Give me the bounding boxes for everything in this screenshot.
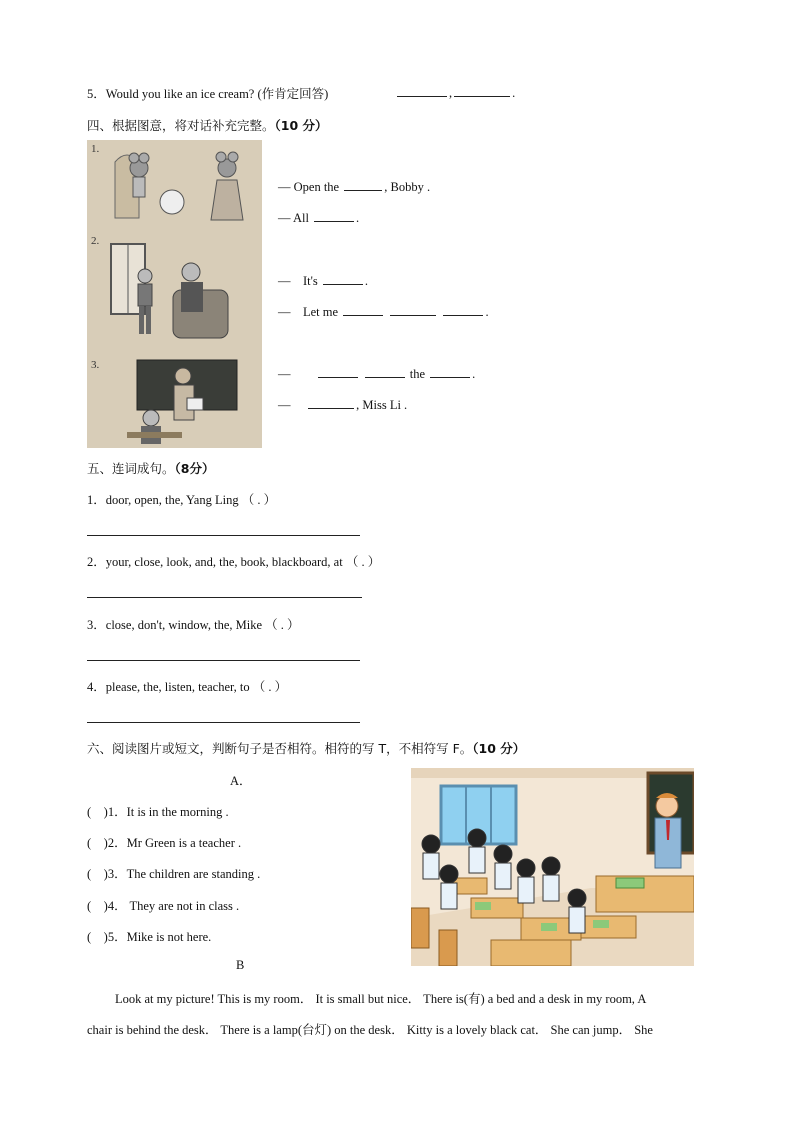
scene-number: 3. — [91, 359, 100, 371]
answer-line[interactable] — [87, 535, 360, 536]
answer-line[interactable] — [87, 660, 360, 661]
answer-blank[interactable] — [318, 365, 358, 378]
answer-blank[interactable] — [430, 365, 470, 378]
answer-paren[interactable]: ( ) — [87, 836, 108, 850]
judge-item-5: ( )5．Mike is not here. — [87, 930, 212, 944]
answer-blank[interactable] — [344, 178, 382, 191]
answer-paren[interactable]: ( ) — [87, 867, 108, 881]
question-5 — [87, 84, 328, 102]
answer-paren[interactable]: ( ) — [87, 930, 108, 944]
answer-blank[interactable] — [397, 84, 447, 97]
dialogue-3b: — , Miss Li . — [278, 398, 408, 412]
answer-blanks: , . — [395, 84, 515, 101]
cartoon-scenes-image — [87, 140, 262, 448]
answer-paren[interactable]: ( ) — [87, 899, 108, 913]
answer-blank[interactable] — [323, 272, 363, 285]
answer-paren[interactable]: ( ) — [87, 805, 108, 819]
part-b-label: B — [236, 958, 245, 972]
answer-blank[interactable] — [390, 303, 436, 316]
dialogue-1a: — Open the , Bobby . — [278, 180, 431, 194]
judge-item-1: ( )1．It is in the morning . — [87, 805, 229, 819]
section-6-title: 六、阅读图片或短文，判断句子是否相符。相符的写 T，不相符写 F。（10 分） — [87, 741, 526, 756]
passage-line-2: chair is behind the desk． There is a lamp(台灯) on the desk． Kitty is a lovely black cat． She can jump． She — [87, 1023, 653, 1037]
answer-line[interactable] — [87, 597, 362, 598]
reorder-item-2: 2．your, close, look, and, the, book, blackboard, at （ . ） — [87, 555, 381, 569]
answer-blank[interactable] — [308, 396, 354, 409]
judge-item-4: ( )4． They are not in class . — [87, 899, 240, 913]
answer-blank[interactable] — [365, 365, 405, 378]
reorder-item-4: 4．please, the, listen, teacher, to （ . ） — [87, 680, 288, 694]
dialogue-1b: — All . — [278, 211, 360, 225]
answer-blank[interactable] — [454, 84, 510, 97]
judge-item-2: ( )2．Mr Green is a teacher . — [87, 836, 242, 850]
answer-blank[interactable] — [343, 303, 383, 316]
scene-number: 2. — [91, 235, 100, 247]
reorder-item-3: 3．close, don't, window, the, Mike （ . ） — [87, 618, 300, 632]
classroom-illustration — [411, 768, 694, 966]
question-number: 5． — [87, 87, 106, 101]
part-a-label: A． — [230, 774, 252, 788]
answer-blank[interactable] — [314, 209, 354, 222]
answer-line[interactable] — [87, 722, 360, 723]
passage-line-1: Look at my picture! This is my room． It is small but nice． There is(有) a bed and a desk in my room, A — [115, 992, 647, 1006]
judge-item-3: ( )3．The children are standing . — [87, 867, 261, 881]
dialogue-2a: — It's . — [278, 274, 369, 288]
scene-number: 1. — [91, 143, 100, 155]
section-5-title: 五、连词成句。（8分） — [87, 461, 215, 476]
answer-blank[interactable] — [443, 303, 483, 316]
classroom-image — [411, 768, 694, 966]
section-4-illustration — [87, 140, 262, 448]
dialogue-2b: — Let me . — [278, 305, 489, 319]
reorder-item-1: 1．door, open, the, Yang Ling （ . ） — [87, 493, 277, 507]
section-4-title: 四、根据图意，将对话补充完整。（10 分） — [87, 118, 328, 133]
question-text: Would you like an ice cream? (作肯定回答) — [105, 87, 329, 101]
dialogue-3a: — the . — [278, 367, 476, 381]
